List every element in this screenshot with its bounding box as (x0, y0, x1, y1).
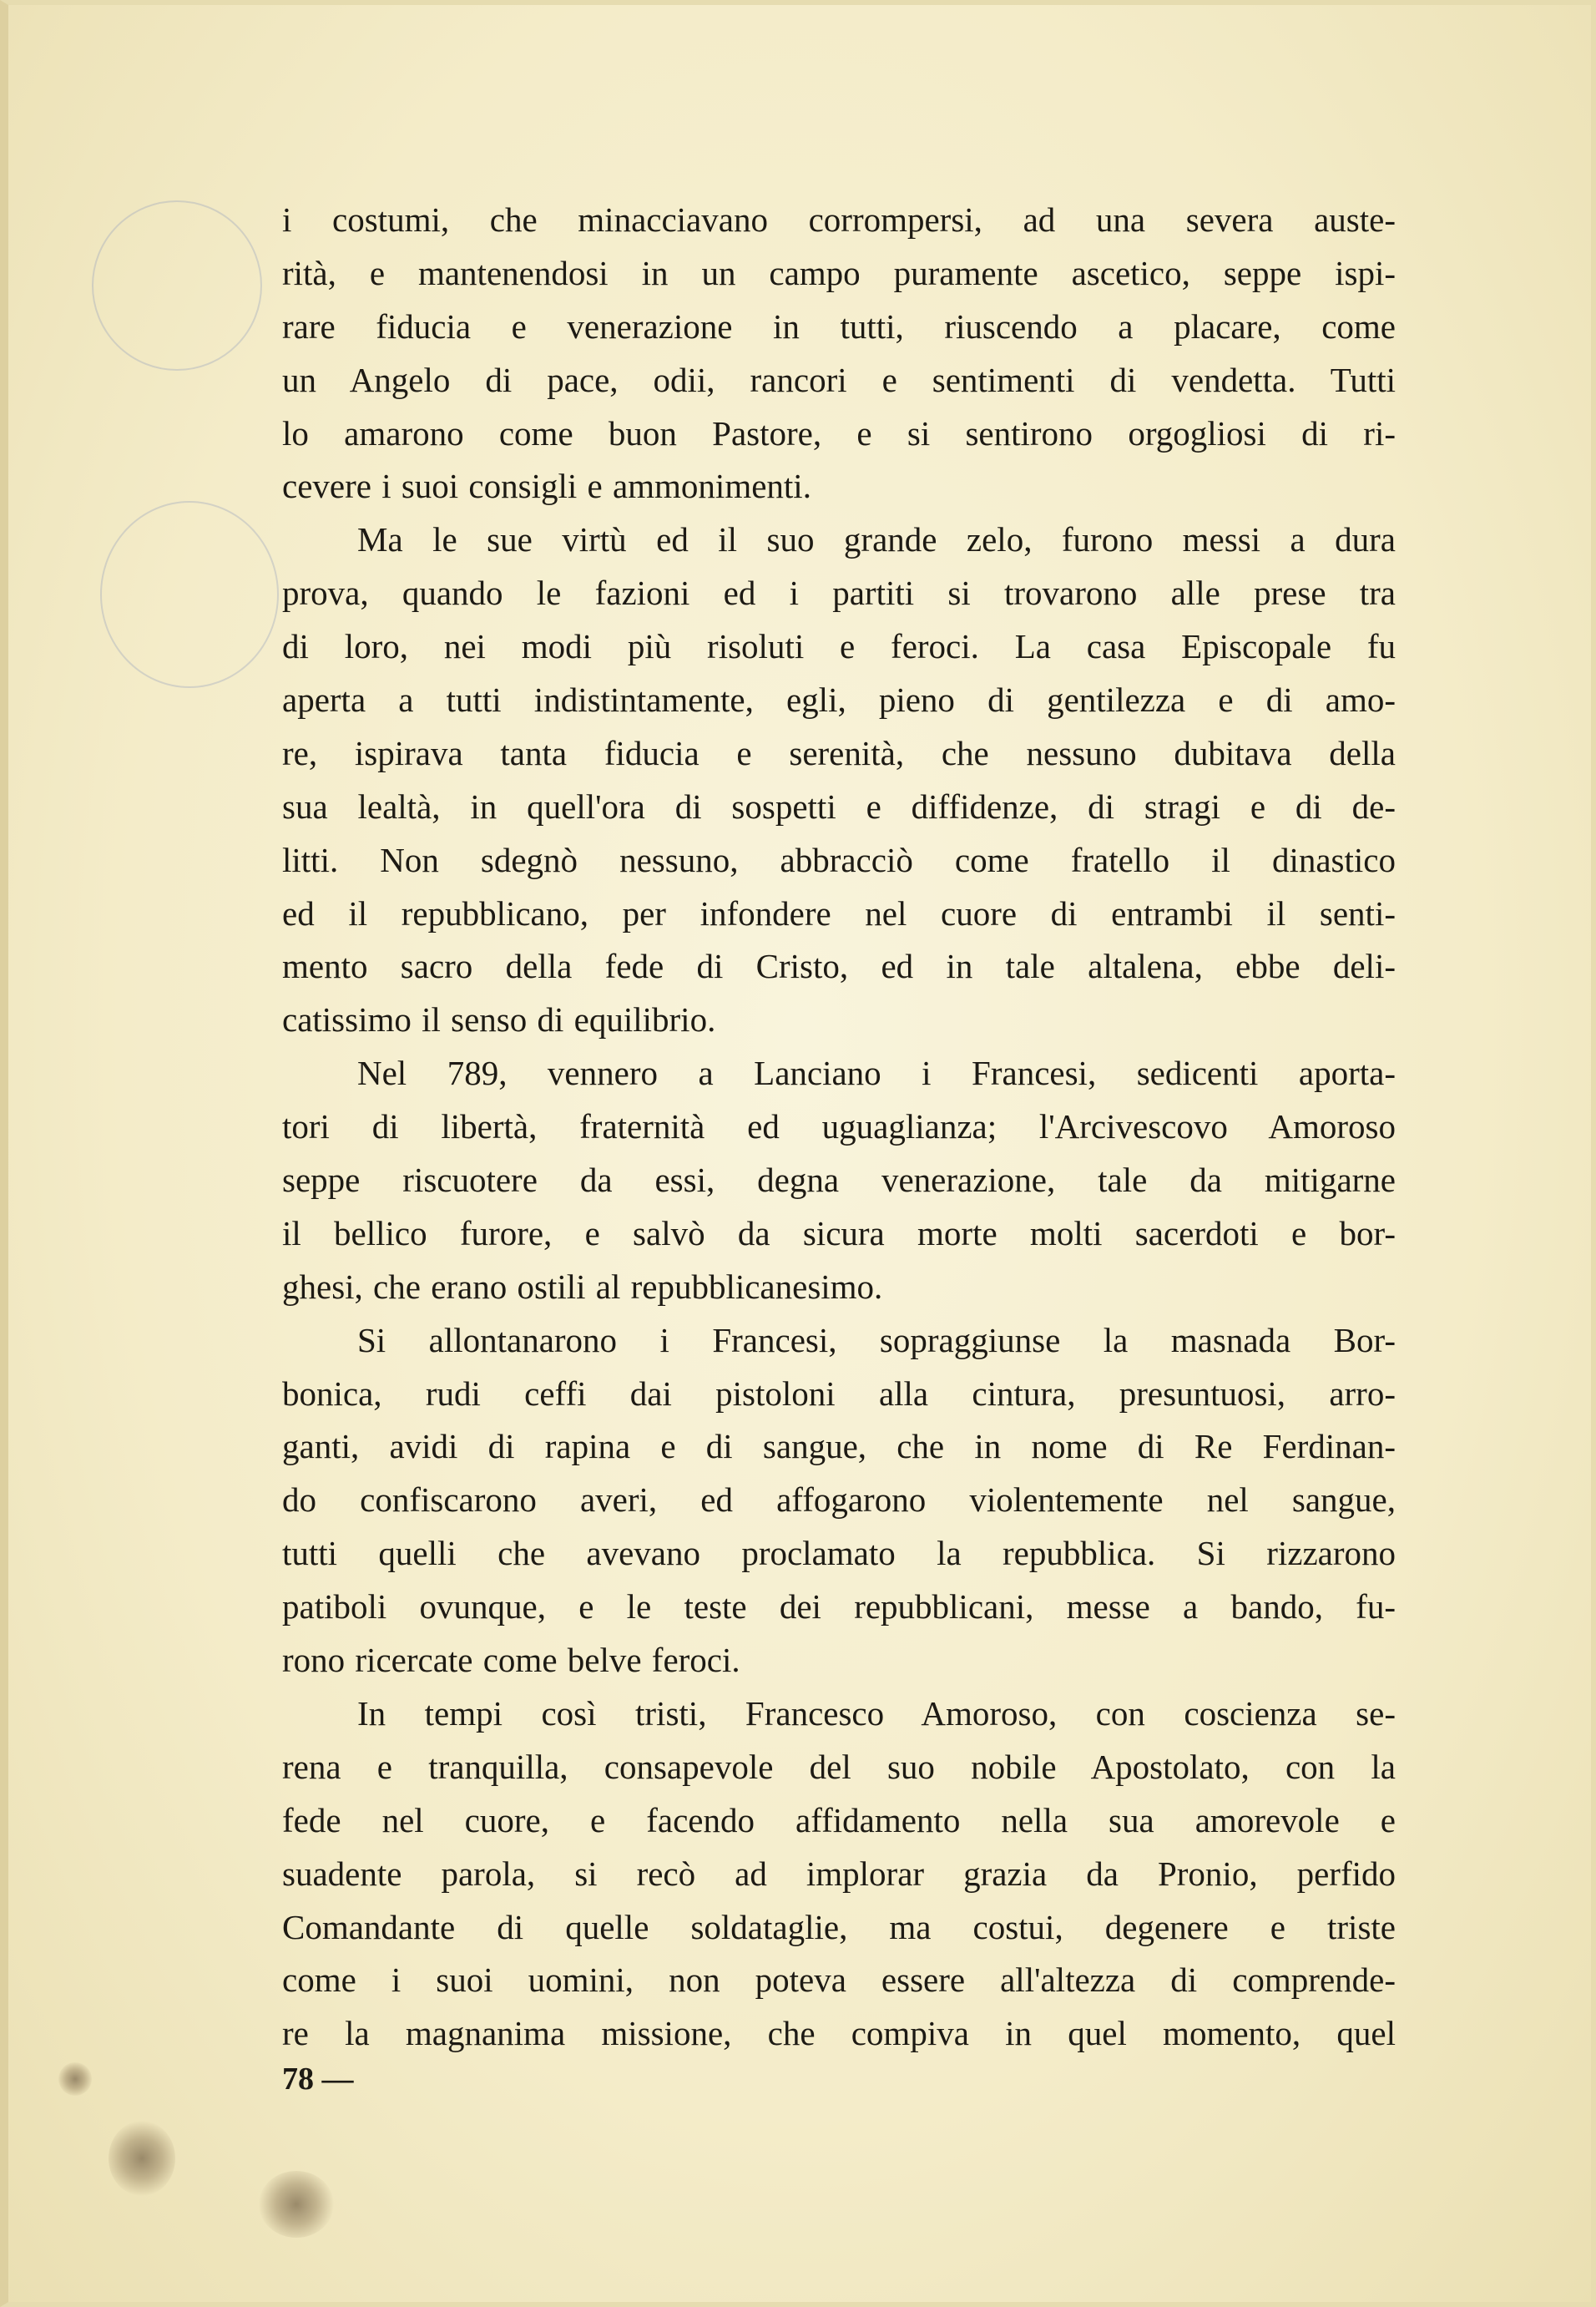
text-line: re, ispirava tanta fiducia e serenità, che nessuno dubitava della (282, 733, 1396, 772)
paragraph (282, 514, 1396, 1047)
pencil-doodle (92, 200, 262, 371)
text-line: prova, quando le fazioni ed i partiti si trovarono alle prese tra (282, 574, 1396, 613)
text-line: di loro, nei modi più risoluti e feroci. La casa Episcopale fu (282, 627, 1396, 666)
text-line: rono ricercate come belve feroci. (282, 1641, 740, 1680)
text-line: In tempi così tristi, Francesco Amoroso, con coscienza se- (357, 1693, 1396, 1733)
text-line: ganti, avidi di rapina e di sangue, che in nome di Re Ferdinan- (282, 1427, 1396, 1466)
stain (109, 2121, 175, 2196)
text-line: fede nel cuore, e facendo affidamento nella sua amorevole e (282, 1800, 1396, 1839)
stain (58, 2062, 92, 2096)
text-line: seppe riscuotere da essi, degna venerazione, tale da mitigarne (282, 1161, 1396, 1200)
text-line: suadente parola, si recò ad implorar grazia da Pronio, perfido (282, 1854, 1396, 1893)
text-line: rena e tranquilla, consapevole del suo nobile Apostolato, con la (282, 1747, 1396, 1786)
paragraph (282, 1047, 1396, 1313)
text-line: ed il repubblicano, per infondere nel cuore di entrambi il senti- (282, 893, 1396, 933)
text-line: tutti quelli che avevano proclamato la repubblica. Si rizzarono (282, 1534, 1396, 1573)
paragraph (282, 1687, 1396, 2061)
text-line: come i suoi uomini, non poteva essere all'altezza di comprende- (282, 1960, 1396, 2000)
text-line: ghesi, che erano ostili al repubblicanesimo. (282, 1267, 883, 1306)
text-line: Nel 789, vennero a Lanciano i Francesi, sedicenti aporta- (357, 1054, 1396, 1093)
text-line: sua lealtà, in quell'ora di sospetti e diffidenze, di stragi e di de- (282, 787, 1396, 826)
text-line: rare fiducia e venerazione in tutti, riuscendo a placare, come (282, 306, 1396, 346)
paragraph (282, 194, 1396, 514)
page-number: 78 — (282, 2062, 354, 2097)
text-line: aperta a tutti indistintamente, egli, pieno di gentilezza e di amo- (282, 680, 1396, 720)
text-line: il bellico furore, e salvò da sicura morte molti sacerdoti e bor- (282, 1213, 1396, 1252)
text-line: mento sacro della fede di Cristo, ed in tale altalena, ebbe deli- (282, 947, 1396, 986)
text-line: Ma le sue virtù ed il suo grande zelo, furono messi a dura (357, 520, 1396, 559)
text-line: bonica, rudi ceffi dai pistoloni alla cintura, presuntuosi, arro- (282, 1374, 1396, 1413)
paragraph (282, 1314, 1396, 1687)
stain (259, 2171, 334, 2238)
text-line: lo amarono come buon Pastore, e si sentirono orgogliosi di ri- (282, 413, 1396, 453)
text-line: rità, e mantenendosi in un campo puramente ascetico, seppe ispi- (282, 253, 1396, 292)
text-line: Si allontanarono i Francesi, sopraggiunse la masnada Bor- (357, 1320, 1396, 1359)
text-line: un Angelo di pace, odii, rancori e sentimenti di vendetta. Tutti (282, 360, 1396, 399)
text-line: catissimo il senso di equilibrio. (282, 1000, 716, 1040)
pencil-doodle (100, 501, 279, 688)
text-line: do confiscarono averi, ed affogarono violentemente nel sangue, (282, 1480, 1396, 1520)
text-line: re la magnanima missione, che compiva in quel momento, quel (282, 2014, 1396, 2053)
text-line: tori di libertà, fraternità ed uguaglianza; l'Arcivescovo Amoroso (282, 1107, 1396, 1146)
text-line: Comandante di quelle soldataglie, ma costui, degenere e triste (282, 1907, 1396, 1946)
text-line: patiboli ovunque, e le teste dei repubblicani, messe a bando, fu- (282, 1587, 1396, 1627)
body-text (282, 194, 1396, 2061)
text-line: i costumi, che minacciavano corrompersi, ad una severa auste- (282, 200, 1396, 239)
text-line: cevere i suoi consigli e ammonimenti. (282, 467, 811, 506)
text-line: litti. Non sdegnò nessuno, abbracciò come fratello il dinastico (282, 840, 1396, 879)
